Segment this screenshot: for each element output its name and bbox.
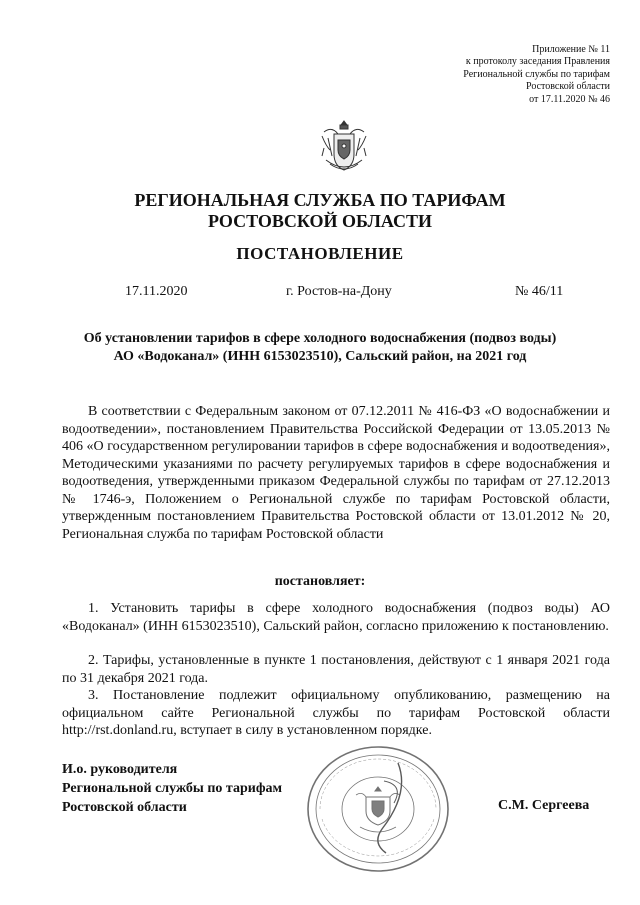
official-seal-icon — [300, 741, 456, 877]
signatory-name: С.М. Сергеева — [498, 798, 590, 813]
signatory-title-line-3: Ростовской области — [62, 800, 187, 815]
decree-item-3: 3. Постановление подлежит официальному опубликованию, размещению на официальном сайте Региональной службы по тарифам Ростовской области http://rst.donland.ru, вступает в силу в установленном порядке. — [62, 688, 610, 738]
appendix-line-3: Региональной службы по тарифам — [463, 68, 610, 80]
document-date: 17.11.2020 — [125, 284, 188, 299]
signatory-title-line-1: И.о. руководителя — [62, 762, 178, 777]
decree-word: постановляет: — [274, 574, 366, 589]
document-city: г. Ростов-на-Дону — [286, 284, 392, 299]
decree-item-1: 1. Установить тарифы в сфере холодного водоснабжения (подвоз воды) АО «Водоканал» (ИНН 6153023510), Сальский район, согласно приложению к постановлению. — [62, 601, 610, 634]
document-type: ПОСТАНОВЛЕНИЕ — [236, 244, 404, 263]
signatory-title-line-2: Региональной службы по тарифам — [62, 781, 283, 796]
appendix-line-2: к протоколу заседания Правления — [465, 56, 610, 68]
document-subject: Об установлении тарифов в сфере холодного водоснабжения (подвоз воды) АО «Водоканал» (ИНН 6153023510), Сальский район, на 2021 год — [83, 331, 557, 364]
organization-title-line-1: РЕГИОНАЛЬНАЯ СЛУЖБА ПО ТАРИФАМ — [134, 190, 506, 210]
document-number: № 46/11 — [515, 284, 564, 299]
appendix-note — [463, 44, 610, 106]
appendix-line-5: от 17.11.2020 № 46 — [529, 93, 610, 105]
appendix-line-1: Приложение № 11 — [532, 44, 610, 55]
coat-of-arms-icon — [318, 118, 370, 176]
signatory-title — [62, 760, 282, 817]
decree-item-2: 2. Тарифы, установленные в пункте 1 постановления, действуют с 1 января 2021 года по 31 декабря 2021 года. — [62, 653, 610, 686]
organization-title-line-2: РОСТОВСКОЙ ОБЛАСТИ — [208, 211, 432, 231]
appendix-line-4: Ростовской области — [526, 81, 610, 93]
preamble-paragraph: В соответствии с Федеральным законом от 07.12.2011 № 416-ФЗ «О водоснабжении и водоотведении», постановлением Правительства Российской Федерации от 13.05.2013 № 406 «О государственном регулировании тарифов в сфере водоснабжения и водоотведения», Методическими указаниями по расчету регулируемых тарифов в сфере водоснабжения и водоотведения, утвержденными приказом Федеральной службы по тарифам от 27.12.2013 № 1746-э, Положением о Региональной службе по тарифам Ростовской области, утвержденным постановлением Правительства Ростовской области от 13.01.2012 № 20, Региональная служба по тарифам Ростовской области — [62, 404, 610, 542]
